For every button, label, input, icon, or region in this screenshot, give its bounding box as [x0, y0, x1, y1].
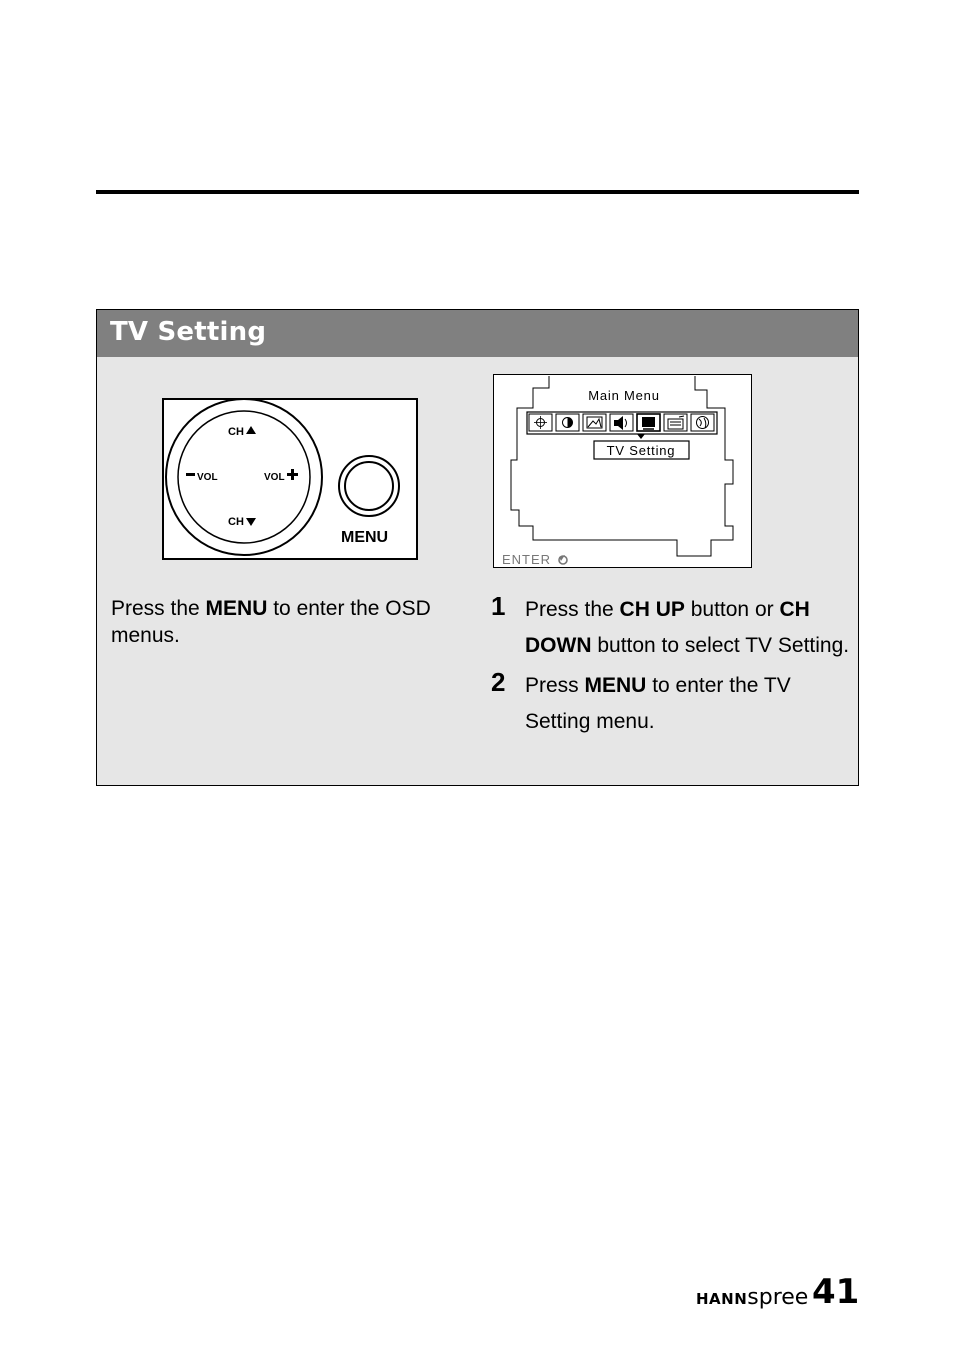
step-text: button or — [684, 598, 780, 621]
dial-outer-ring — [166, 400, 322, 555]
vol-plus-label: VOL — [264, 472, 285, 483]
step-1 — [491, 592, 851, 664]
vol-minus-icon — [186, 473, 195, 476]
step-2 — [491, 668, 851, 740]
panel-title: TV Setting — [110, 317, 267, 347]
osd-screen — [493, 374, 752, 568]
ch-up-arrow-icon — [246, 426, 256, 434]
page-number: 41 — [812, 1272, 860, 1312]
brand-light: spree — [747, 1285, 809, 1310]
step-text: Press the — [525, 598, 620, 621]
ch-down-arrow-icon — [246, 518, 256, 526]
step-text: Press — [525, 674, 585, 697]
vol-minus-label: VOL — [197, 472, 218, 483]
osd-enter-label: ENTER — [502, 552, 552, 567]
menu-button-inner — [345, 462, 393, 510]
step-bold: MENU — [584, 674, 647, 697]
step-bold: CH DOWN — [525, 598, 810, 657]
vol-plus-icon — [287, 469, 298, 480]
top-rule — [96, 190, 859, 194]
step-bold: CH UP — [619, 598, 685, 621]
ch-up-label: CH — [228, 426, 244, 438]
menu-instruction-text-end: to enter the OSD menus. — [111, 597, 431, 647]
menu-instruction-bold: MENU — [205, 597, 268, 620]
remote-svg — [164, 400, 416, 558]
osd-title: Main Menu — [588, 388, 660, 403]
osd-icons — [529, 414, 714, 431]
brand-logo — [696, 1282, 808, 1310]
remote-diagram — [162, 398, 418, 560]
step-text: to enter the TV Setting menu. — [525, 674, 791, 733]
menu-instruction — [111, 595, 441, 649]
panel-header — [97, 310, 858, 357]
osd-selected-item: TV Setting — [606, 443, 676, 458]
ch-down-label: CH — [228, 516, 244, 528]
menu-button-label: MENU — [341, 529, 389, 546]
steps-list — [491, 592, 851, 744]
brand-bold: HANN — [696, 1290, 748, 1308]
step-number: 1 — [491, 591, 506, 621]
menu-instruction-text: Press the — [111, 597, 206, 620]
osd-frame — [494, 375, 752, 568]
tv-setting-panel — [96, 309, 859, 786]
step-text: button to select TV Setting. — [591, 634, 850, 657]
menu-button-outer — [339, 456, 399, 516]
osd-svg — [493, 374, 752, 568]
step-number: 2 — [491, 667, 506, 697]
